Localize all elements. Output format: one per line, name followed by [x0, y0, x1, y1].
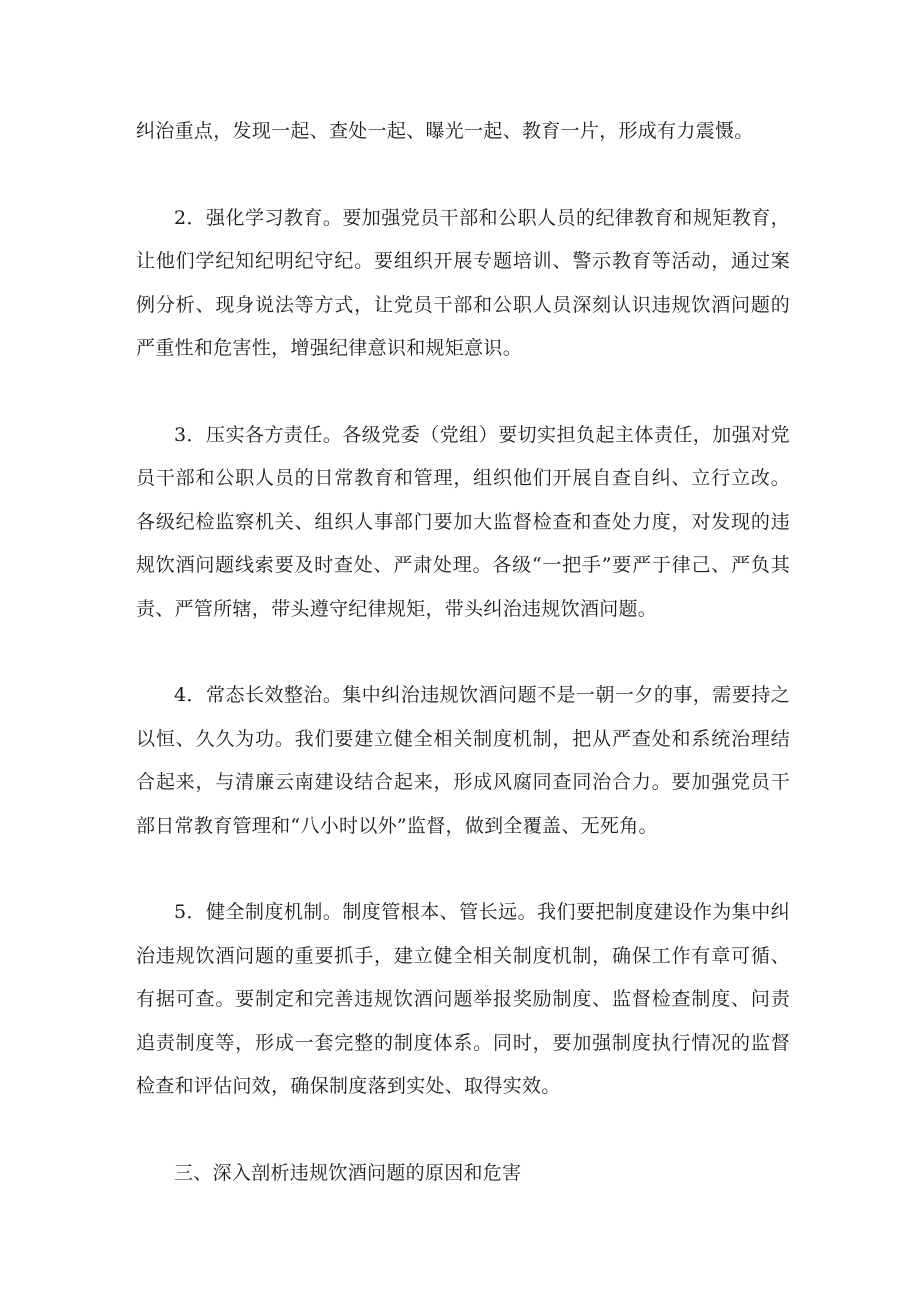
- paragraph-institution-mechanism: 5．健全制度机制。制度管根本、管长远。我们要把制度建设作为集中纠治违规饮酒问题的重要抓手，建立健全相关制度机制，确保工作有章可循、有据可查。要制定和完善违规饮酒问题举报奖励制度、监督检查制度、问责追责制度等，形成一套完整的制度体系。同时，要加强制度执行情况的监督检查和评估问效，确保制度落到实处、取得实效。: [136, 901, 790, 1097]
- paragraph-long-term-rectification: 4．常态长效整治。集中纠治违规饮酒问题不是一朝一夕的事，需要持之以恒、久久为功。我们要建立健全相关制度机制，把从严查处和系统治理结合起来，与清廉云南建设结合起来，形成风腐同查同治合力。要加强党员干部日常教育管理和“八小时以外”监督，做到全覆盖、无死角。: [136, 684, 790, 837]
- paragraph-continuation: 纠治重点，发现一起、查处一起、曝光一起、教育一片，形成有力震慑。: [136, 120, 754, 142]
- paragraph-responsibility: 3．压实各方责任。各级党委（党组）要切实担负起主体责任，加强对党员干部和公职人员的日常教育和管理，组织他们开展自查自纠、立行立改。各级纪检监察机关、组织人事部门要加大监督检查和查处力度，对发现的违规饮酒问题线索要及时查处、严肃处理。各级“一把手”要严于律己、严负其责、严管所辖，带头遵守纪律规矩，带头纠治违规饮酒问题。: [136, 423, 790, 620]
- paragraph-study-education: 2．强化学习教育。要加强党员干部和公职人员的纪律教育和规矩教育，让他们学纪知纪明纪守纪。要组织开展专题培训、警示教育等活动，通过案例分析、现身说法等方式，让党员干部和公职人员深刻认识违规饮酒问题的严重性和危害性，增强纪律意识和规矩意识。: [136, 206, 790, 359]
- section-heading: 三、深入剖析违规饮酒问题的原因和危害: [174, 1161, 522, 1184]
